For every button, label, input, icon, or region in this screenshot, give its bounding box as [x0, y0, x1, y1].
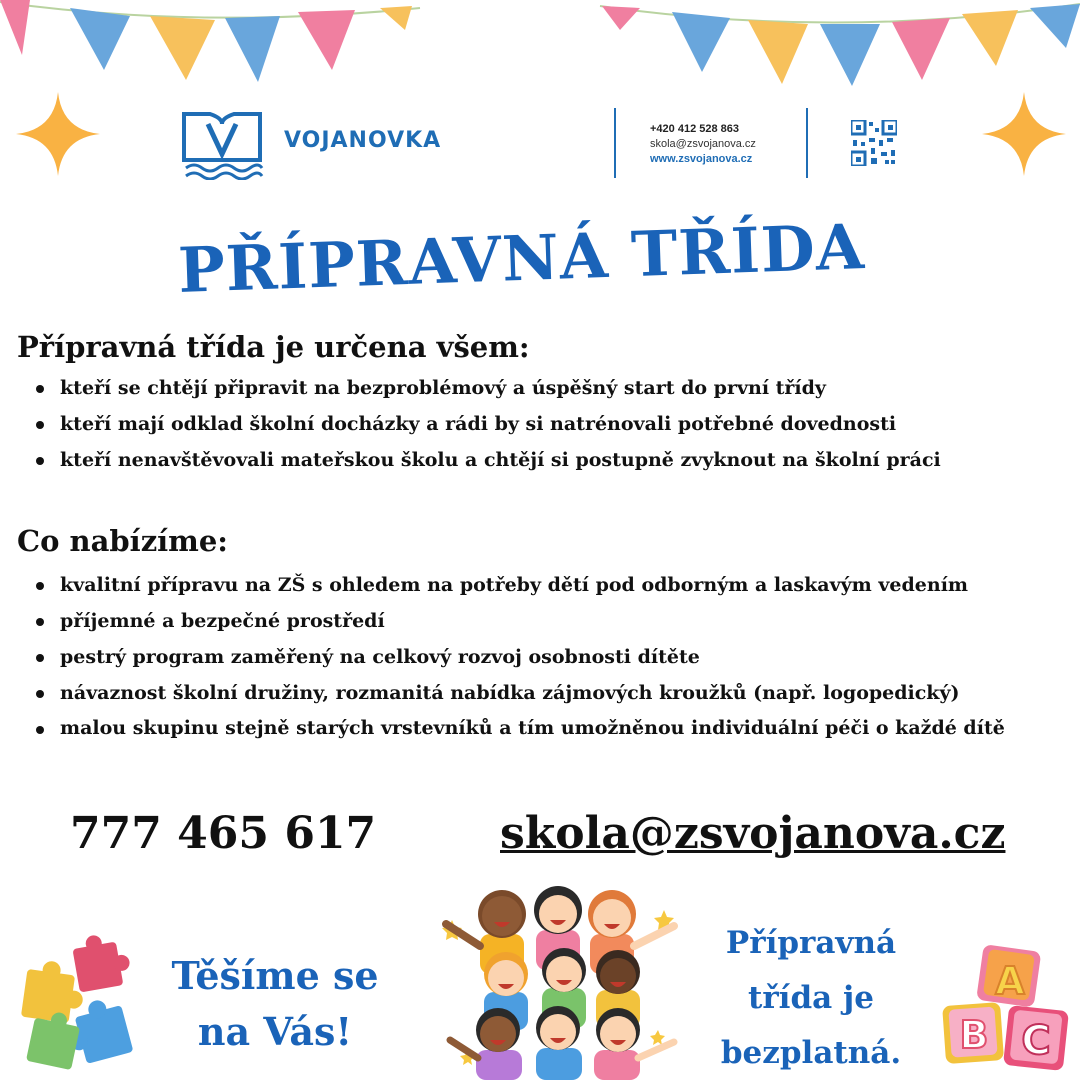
free-info-line: Přípravná [725, 925, 897, 961]
list-item: příjemné a bezpečné prostředí [32, 603, 1052, 639]
audience-list [32, 370, 941, 478]
header-phone: +420 412 528 863 [650, 123, 740, 135]
page-title: PŘÍPRAVNÁ TŘÍDA [176, 210, 866, 307]
offer-list [32, 567, 1052, 745]
block-letter-a: A [995, 959, 1025, 1003]
contact-email[interactable]: skola@zsvojanova.cz [500, 808, 1006, 859]
list-item: návaznost školní družiny, rozmanitá nabídka zájmových kroužků (např. logopedický) [32, 675, 1052, 711]
list-item: malou skupinu stejně starých vrstevníků a tím umožněnou individuální péči o každé dítě [32, 711, 1050, 745]
greeting-text [160, 948, 390, 1060]
children-group-illustration [438, 880, 684, 1080]
list-item: kteří nenavštěvovali mateřskou školu a chtějí si postupně zvyknout na školní práci [32, 442, 941, 478]
contact-phone[interactable]: 777 465 617 [70, 808, 377, 859]
block-letter-b: B [959, 1013, 989, 1057]
greeting-line: na Vás! [197, 1009, 353, 1054]
header-website[interactable]: www.zsvojanova.cz [650, 153, 753, 165]
school-logo-icon [180, 108, 264, 180]
free-info-line: bezplatná. [720, 1035, 902, 1071]
list-item: kvalitní přípravu na ZŠ s ohledem na potřeby dětí pod odborným a laskavým vedením [32, 567, 1052, 603]
list-item: kteří mají odklad školní docházky a rádi by si natrénovali potřebné dovednosti [32, 406, 941, 442]
header-divider [806, 108, 808, 178]
abc-blocks-icon [940, 940, 1070, 1072]
free-info-text [706, 916, 916, 1081]
greeting-line: Těšíme se [171, 953, 379, 998]
puzzle-pieces-icon [14, 932, 140, 1072]
block-letter-c: C [1021, 1018, 1051, 1064]
free-info-line: třída je [748, 980, 874, 1016]
audience-heading: Přípravná třída je určena všem: [17, 330, 530, 364]
list-item: kteří se chtějí připravit na bezproblémový a úspěšný start do první třídy [32, 370, 941, 406]
header-email[interactable]: skola@zsvojanova.cz [650, 138, 756, 150]
list-item: pestrý program zaměřený na celkový rozvoj osobnosti dítěte [32, 639, 1052, 675]
sparkle-star-icon [982, 92, 1066, 176]
qr-code-icon[interactable] [851, 120, 897, 166]
offer-heading: Co nabízíme: [17, 524, 229, 558]
header-divider [614, 108, 616, 178]
sparkle-star-icon [16, 92, 100, 176]
header-contact [650, 122, 756, 167]
brand-name: VOJANOVKA [284, 128, 442, 153]
bunting-decoration [0, 0, 1080, 90]
